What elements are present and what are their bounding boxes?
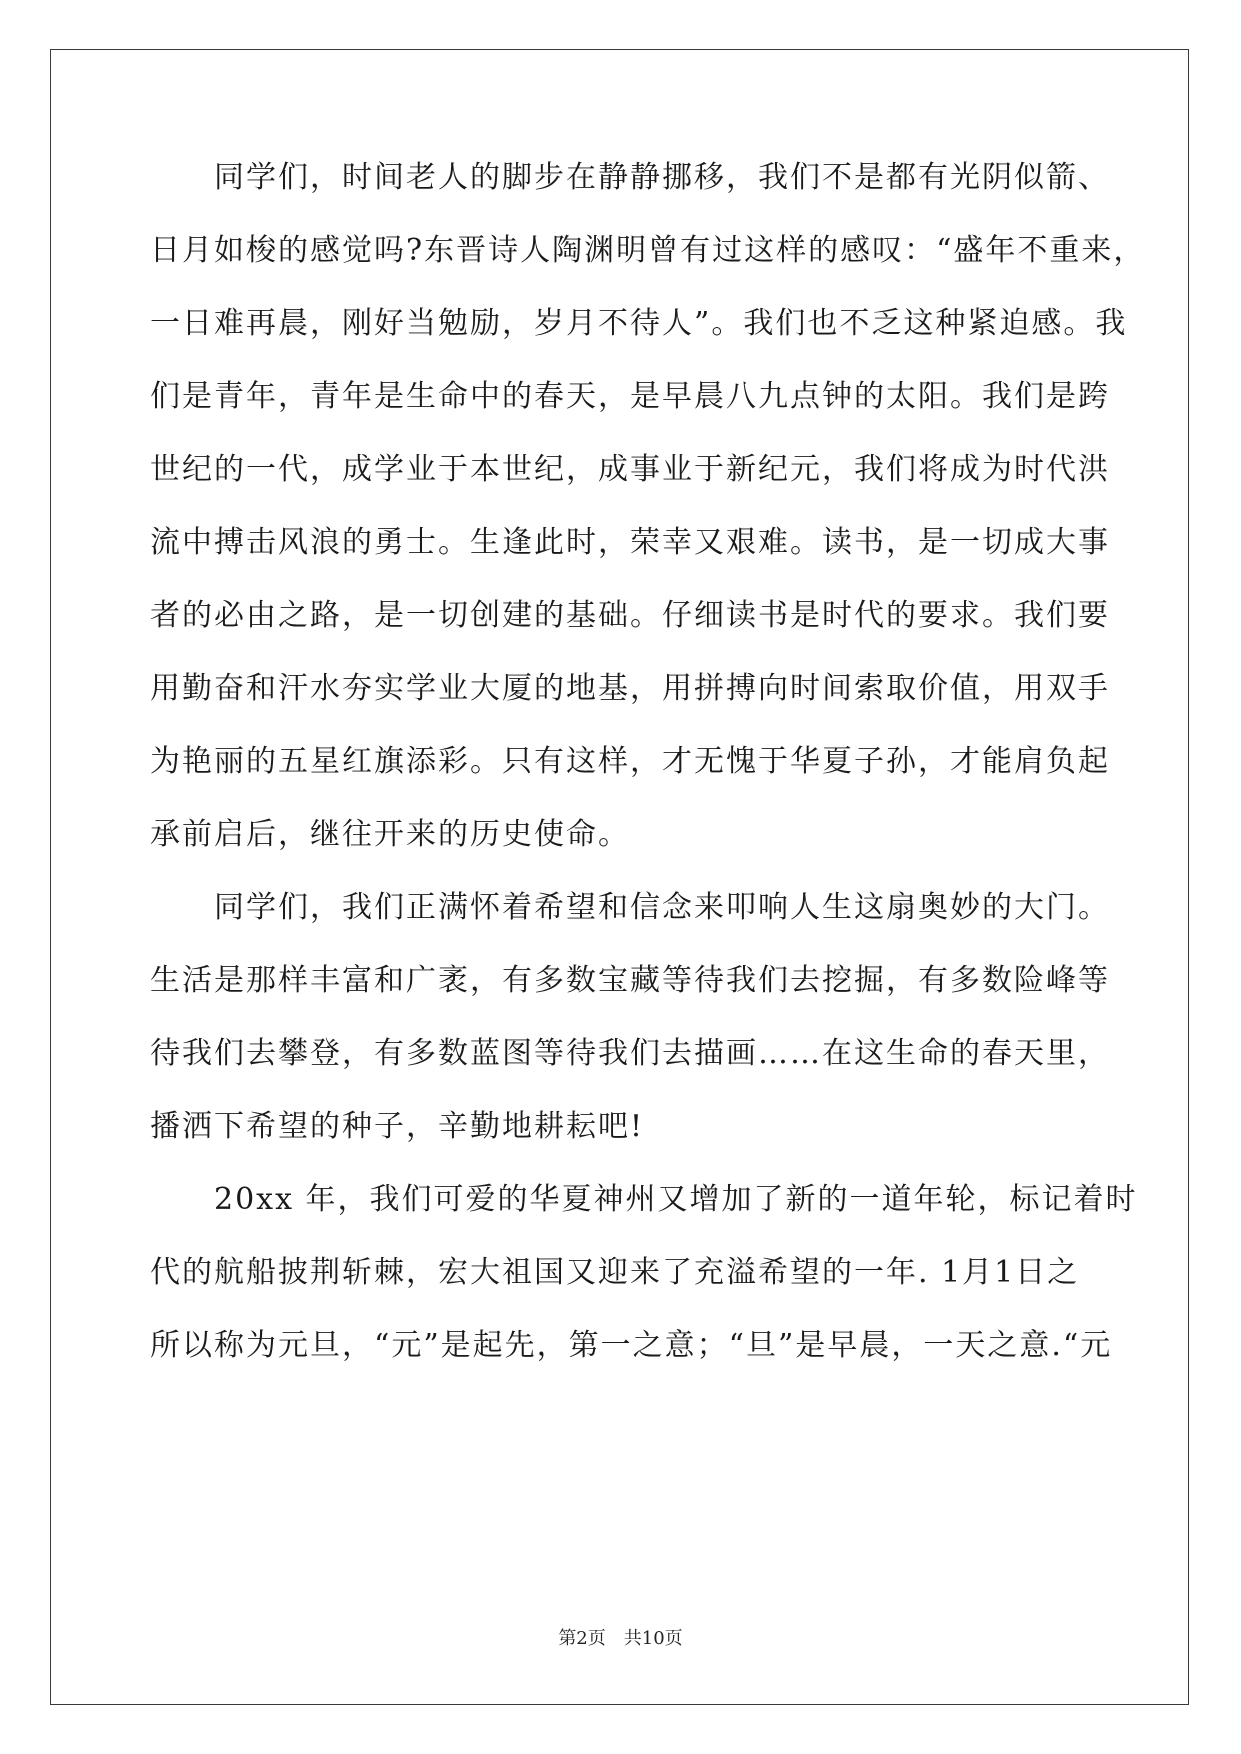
- paragraph-1-line-6: 流中搏击风浪的勇士。生逢此时，荣幸又艰难。读书，是一切成大事: [150, 525, 1110, 560]
- paragraph-1-line-8: 用勤奋和汗水夯实学业大厦的地基，用拼搏向时间索取价值，用双手: [150, 671, 1110, 706]
- page-footer: [0, 1624, 1241, 1650]
- paragraph-1-line-5: 世纪的一代，成学业于本世纪，成事业于新纪元，我们将成为时代洪: [150, 452, 1110, 487]
- paragraph-1-line-4: 们是青年，青年是生命中的春天，是早晨八九点钟的太阳。我们是跨: [150, 379, 1110, 414]
- paragraph-1-line-10: 承前启后，继往开来的历史使命。: [150, 817, 630, 852]
- page-border: [50, 49, 1189, 1705]
- paragraph-1-line-1: 同学们，时间老人的脚步在静静挪移，我们不是都有光阴似箭、: [214, 160, 1110, 195]
- paragraph-2-line-4: 播洒下希望的种子，辛勤地耕耘吧!: [150, 1109, 645, 1144]
- page-total: 共10页: [623, 1628, 683, 1649]
- paragraph-1-line-9: 为艳丽的五星红旗添彩。只有这样，才无愧于华夏子孙，才能肩负起: [150, 744, 1110, 779]
- paragraph-3-line-1: 20xx 年，我们可爱的华夏神州又增加了新的一道年轮，标记着时: [214, 1182, 1138, 1217]
- paragraph-1-line-7: 者的必由之路，是一切创建的基础。仔细读书是时代的要求。我们要: [150, 598, 1110, 633]
- paragraph-2-line-2: 生活是那样丰富和广袤，有多数宝藏等待我们去挖掘，有多数险峰等: [150, 963, 1110, 998]
- paragraph-1-line-3: 一日难再晨，刚好当勉励，岁月不待人”。我们也不乏这种紧迫感。我: [150, 306, 1128, 341]
- page-number: 第2页: [558, 1628, 606, 1649]
- paragraph-3-line-2: 代的航船披荆斩棘，宏大祖国又迎来了充溢希望的一年. 1月1日之: [150, 1255, 1080, 1290]
- paragraph-3-line-3: 所以称为元旦，“元”是起先，第一之意；“旦”是早晨，一天之意.“元: [150, 1328, 1113, 1363]
- paragraph-1-line-2: 日月如梭的感觉吗?东晋诗人陶渊明曾有过这样的感叹：“盛年不重来，: [150, 233, 1146, 268]
- paragraph-2-line-3: 待我们去攀登，有多数蓝图等待我们去描画……在这生命的春天里，: [150, 1036, 1110, 1071]
- paragraph-2-line-1: 同学们，我们正满怀着希望和信念来叩响人生这扇奥妙的大门。: [214, 890, 1110, 925]
